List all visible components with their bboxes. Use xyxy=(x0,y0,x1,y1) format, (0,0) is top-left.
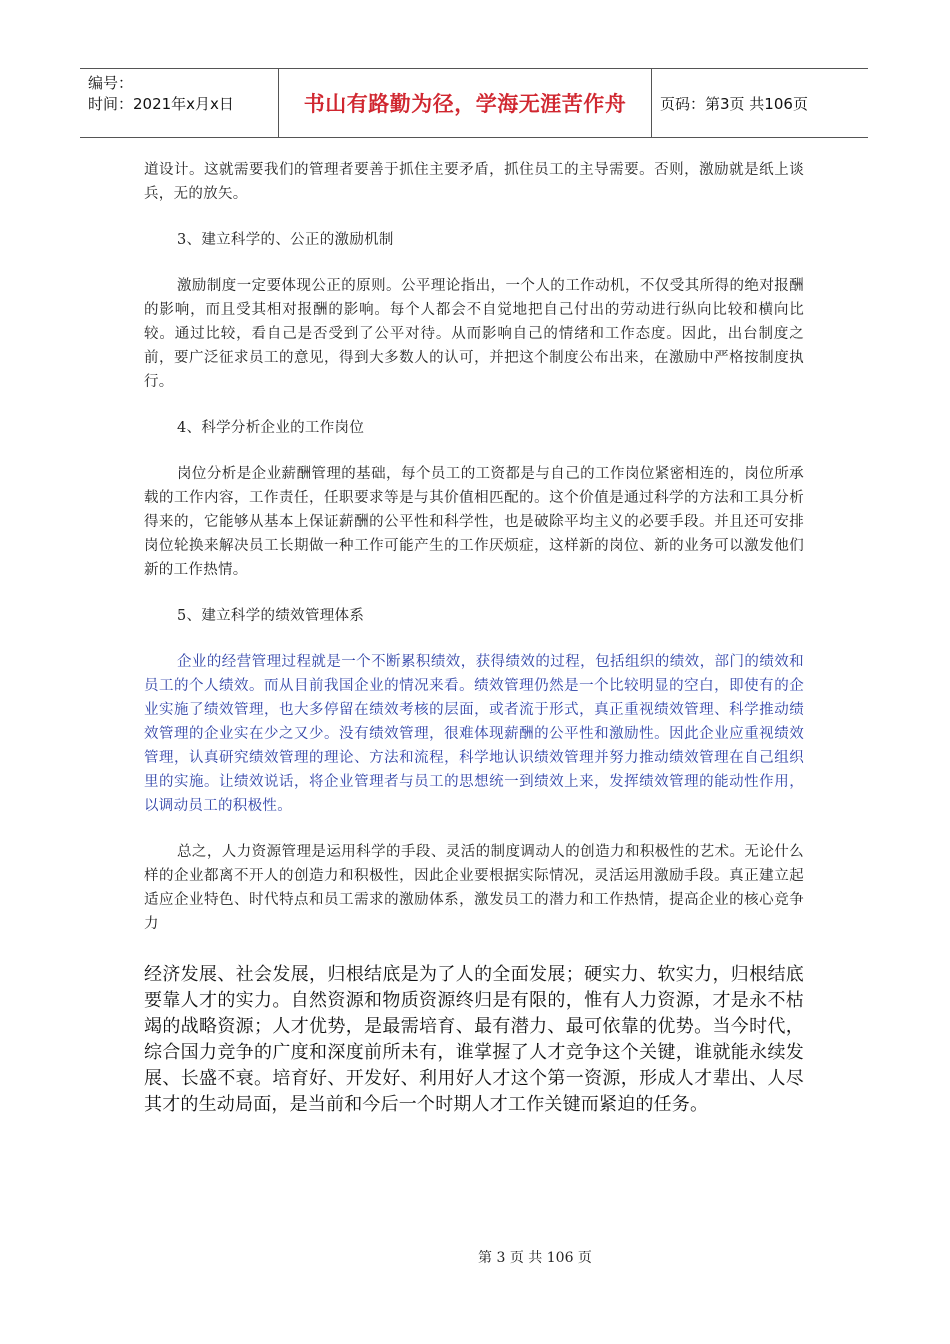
paragraph-conclusion: 总之，人力资源管理是运用科学的手段、灵活的制度调动人的创造力和积极性的艺术。无论什么样的企业都离不开人的创造力和积极性，因此企业要根据实际情况，灵活运用激励手段。真正建立起适应企业特色、时代特点和员工需求的激励体系，激发员工的潜力和工作热情，提高企业的核心竞争力 xyxy=(144,844,804,932)
header-motto: 书山有路勤为径，学海无涯苦作舟 xyxy=(279,69,652,137)
section-heading-3: 3、建立科学的、公正的激励机制 xyxy=(177,232,394,248)
document-date: 时间：2021年x月x日 xyxy=(88,95,234,113)
paragraph-performance: 企业的经营管理过程就是一个不断累积绩效，获得绩效的过程，包括组织的绩效，部门的绩效和员工的个人绩效。而从目前我国企业的情况来看。绩效管理仍然是一个比较明显的空白，即使有的企业实施了绩效管理，也大多停留在绩效考核的层面，或者流于形式，真正重视绩效管理、科学推动绩效管理的企业实在少之又少。没有绩效管理，很难体现薪酬的公平性和激励性。因此企业应重视绩效管理，认真研究绩效管理的理论、方法和流程，科学地认识绩效管理并努力推动绩效管理在自己组织里的实施。让绩效说话，将企业管理者与员工的思想统一到绩效上来，发挥绩效管理的能动性作用，以调动员工的积极性。 xyxy=(144,654,804,814)
header-page-info: 页码：第3页 共106页 xyxy=(660,94,808,113)
section-heading-4: 4、科学分析企业的工作岗位 xyxy=(177,420,365,436)
document-number-label: 编号： xyxy=(88,74,134,92)
page-footer: 第 3 页 共 106 页 xyxy=(478,1250,592,1266)
paragraph-job-analysis: 岗位分析是企业薪酬管理的基础，每个员工的工资都是与自己的工作岗位紧密相连的，岗位所承载的工作内容，工作责任，任职要求等是与其价值相匹配的。这个价值是通过科学的方法和工具分析得来的，它能够从基本上保证薪酬的公平性和科学性，也是破除平均主义的必要手段。并且还可安排岗位轮换来解决员工长期做一种工作可能产生的工作厌烦症，这样新的岗位、新的业务可以激发他们新的工作热情。 xyxy=(144,466,804,578)
paragraph-talent: 经济发展、社会发展，归根结底是为了人的全面发展；硬实力、软实力，归根结底要靠人才的实力。自然资源和物质资源终归是有限的，惟有人力资源，才是永不枯竭的战略资源；人才优势，是最需培育、最有潜力、最可依靠的优势。当今时代，综合国力竞争的广度和深度前所未有，谁掌握了人才竞争这个关键，谁就能永续发展、长盛不衰。培育好、开发好、利用好人才这个第一资源，形成人才辈出、人尽其才的生动局面，是当前和今后一个时期人才工作关键而紧迫的任务。 xyxy=(144,964,804,1115)
page-header xyxy=(80,68,868,138)
paragraph-fairness: 激励制度一定要体现公正的原则。公平理论指出，一个人的工作动机，不仅受其所得的绝对报酬的影响，而且受其相对报酬的影响。每个人都会不自觉地把自己付出的劳动进行纵向比较和横向比较。通过比较，看自己是否受到了公平对待。从而影响自己的情绪和工作态度。因此，出台制度之前，要广泛征求员工的意见，得到大多数人的认可，并把这个制度公布出来，在激励中严格按制度执行。 xyxy=(144,278,804,390)
section-heading-5: 5、建立科学的绩效管理体系 xyxy=(177,608,365,624)
paragraph-continuation: 道设计。这就需要我们的管理者要善于抓住主要矛盾，抓住员工的主导需要。否则，激励就是纸上谈兵，无的放矢。 xyxy=(144,162,804,202)
document-body xyxy=(144,158,804,1118)
header-meta xyxy=(80,69,279,137)
